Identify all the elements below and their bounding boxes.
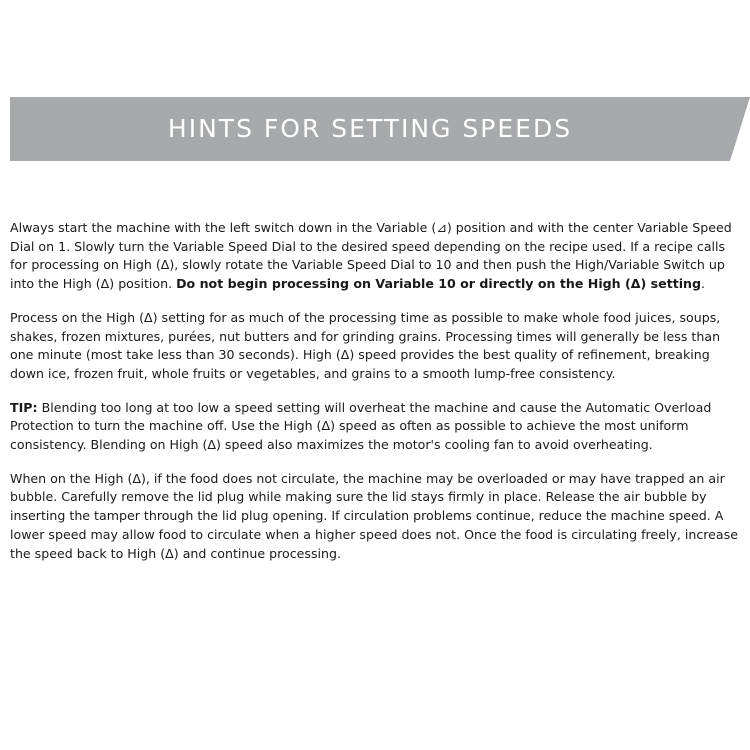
paragraph-start-machine — [10, 219, 740, 294]
warning-bold-text: Do not begin processing on Variable 10 or directly on the High (Δ) setting — [176, 276, 702, 292]
paragraph-circulation — [10, 470, 740, 564]
paragraph-start-machine-text: Always start the machine with the left switch down in the Variable (⊿) position and with the center Variable Speed Dial on 1. Slowly turn the Variable Speed Dial to the desired speed depending on the recipe used. If a recipe calls for processing on High (Δ), slowly rotate the Variable Speed Dial to 10 and then push the High/Variable Switch up into the High (Δ) position. — [10, 220, 732, 292]
paragraph-circulation-text: When on the High (Δ), if the food does not circulate, the machine may be overloaded or may have trapped an air bubble. Carefully remove the lid plug while making sure the lid stays firmly in place. Release the air bubble by inserting the tamper through the lid plug opening. If circulation problems continue, reduce the machine speed. A lower speed may allow food to circulate when a higher speed does not. Once the food is circulating freely, increase the speed back to High (Δ) and continue processing. — [10, 470, 738, 561]
tip-label: TIP: — [10, 399, 38, 415]
paragraph-high-setting — [10, 309, 740, 384]
paragraph-tip — [10, 399, 740, 455]
paragraph-tip-text: Blending too long at too low a speed setting will overheat the machine and cause the Automatic Overload Protection to turn the machine off. Use the High (Δ) speed as often as possible to achieve the most uniform consistency. Blending on High (Δ) speed also maximizes the motor's cooling fan to avoid overheating. — [10, 399, 712, 453]
paragraph-start-machine-end: . — [701, 276, 706, 292]
page-title: HINTS FOR SETTING SPEEDS — [167, 114, 573, 143]
header-banner — [10, 97, 750, 161]
paragraph-high-setting-text: Process on the High (Δ) setting for as much of the processing time as possible to make whole food juices, soups, shakes, frozen mixtures, purées, nut butters and for grinding grains. Processing times will generally be less than one minute (most take less than 30 seconds). High (Δ) speed provides the best quality of refinement, breaking down ice, frozen fruit, whole fruits or vegetables, and grains to a smooth lump-free consistency. — [10, 309, 721, 381]
instructions-body — [10, 219, 740, 578]
